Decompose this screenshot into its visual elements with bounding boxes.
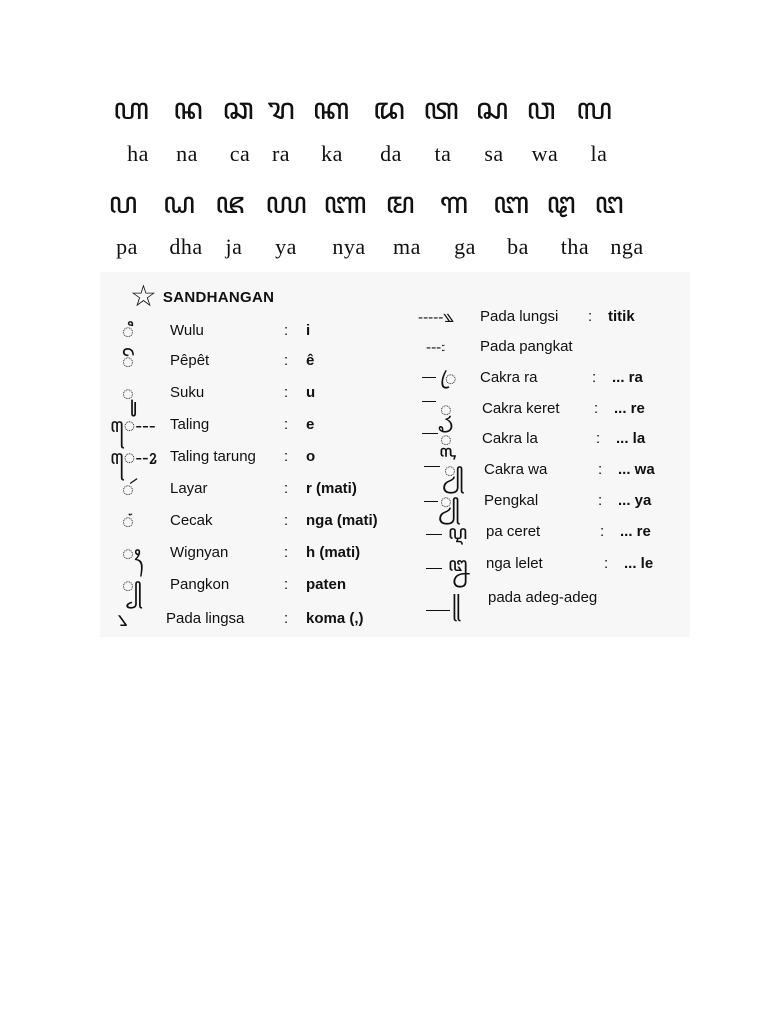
sandhangan-name: Pangkon	[170, 576, 230, 593]
sandhangan-symbol: ꦾ	[440, 489, 460, 513]
sandhangan-value: h (mati)	[306, 544, 361, 561]
sandhangan-symbol: ꦶ	[122, 319, 134, 343]
colon-separator: :	[284, 576, 289, 593]
sandhangan-name: Pada lingsa	[166, 610, 245, 627]
aksara-glyph: ꦠ	[423, 92, 459, 127]
aksara-glyph: ꦥ	[108, 186, 138, 221]
sandhangan-value: o	[306, 448, 316, 465]
sandhangan-symbol: ꦿ	[440, 366, 457, 390]
sandhangan-item	[0, 302, 700, 332]
sandhangan-item	[0, 424, 700, 454]
sandhangan-symbol: ꧋	[452, 586, 461, 610]
colon-separator: :	[284, 512, 289, 529]
aksara-label: sa	[484, 141, 504, 166]
sandhangan-value: i	[306, 322, 311, 339]
colon-separator: :	[284, 384, 289, 401]
colon-separator: :	[598, 492, 603, 509]
aksara-glyph: ꦪ	[265, 186, 307, 221]
aksara-glyph: ꦚ	[323, 186, 367, 221]
sandhangan-value: ... re	[620, 523, 651, 540]
sandhangan-name: nga lelet	[486, 555, 543, 572]
aksara-row-2-glyphs	[0, 180, 768, 220]
aksara-glyph: ꦫ	[267, 92, 295, 127]
sandhangan-name: Cecak	[170, 512, 213, 529]
sandhangan-item	[0, 517, 700, 547]
aksara-glyph: ꦕ	[222, 92, 254, 127]
sandhangan-name: Cakra ra	[480, 369, 538, 386]
aksara-glyph: ꦢ	[373, 92, 405, 127]
sandhangan-value: u	[306, 384, 316, 401]
dash-guide	[424, 466, 440, 467]
sandhangan-symbol: ꧈	[118, 607, 128, 631]
colon-separator: :	[598, 461, 603, 478]
sandhangan-name: pa ceret	[486, 523, 541, 540]
sandhangan-name: pada adeg-adeg	[488, 589, 598, 606]
sandhangan-name: Pada pangkat	[480, 338, 573, 355]
aksara-label: ra	[271, 141, 291, 166]
sandhangan-symbol: ꦺ--ꦴ	[110, 445, 157, 469]
sandhangan-value: r (mati)	[306, 480, 357, 497]
sandhangan-name: Wignyan	[170, 544, 229, 561]
dash-guide	[422, 377, 436, 378]
sandhangan-symbol: ---꧇	[426, 338, 446, 356]
sandhangan-value: e	[306, 416, 315, 433]
sandhangan-symbol: ꦼ	[122, 349, 134, 373]
sandhangan-value: nga (mati)	[306, 512, 378, 529]
sandhangan-name: Pêpêt	[170, 352, 210, 369]
aksara-label: ma	[393, 234, 421, 259]
sandhangan-value: ... re	[614, 400, 645, 417]
sandhangan-value: ... ra	[612, 369, 643, 386]
colon-separator: :	[596, 430, 601, 447]
aksara-label: la	[590, 141, 608, 166]
dash-guide	[426, 568, 442, 569]
aksara-label: pa	[116, 234, 138, 259]
sandhangan-name: Taling	[170, 416, 210, 433]
sandhangan-item	[0, 486, 700, 516]
aksara-label: ca	[229, 141, 251, 166]
sandhangan-symbol: ꦽ	[440, 397, 452, 421]
sandhangan-value: paten	[306, 576, 347, 593]
sandhangan-item	[0, 455, 700, 485]
colon-separator: :	[284, 322, 289, 339]
colon-separator: :	[592, 369, 597, 386]
aksara-label: dha	[169, 234, 203, 259]
sandhangan-name: Taling tarung	[170, 448, 256, 465]
sandhangan-value: ... le	[624, 555, 654, 572]
aksara-label: ya	[275, 234, 297, 259]
aksara-row-1-glyphs	[0, 86, 768, 126]
colon-separator: :	[284, 448, 289, 465]
sandhangan-item	[0, 394, 700, 424]
aksara-glyph: ꦮ	[526, 92, 556, 127]
sandhangan-symbol: ꦺ---	[110, 413, 156, 437]
sandhangan-name: Pada lungsi	[480, 308, 559, 325]
aksara-label: da	[380, 141, 402, 166]
sandhangan-name: Cakra keret	[482, 400, 560, 417]
sandhangan-name: Pengkal	[484, 492, 539, 509]
colon-separator: :	[600, 523, 605, 540]
aksara-label: ja	[225, 234, 243, 259]
sandhangan-symbol: -----꧉	[418, 308, 454, 326]
colon-separator: :	[284, 352, 289, 369]
dash-guide	[422, 433, 438, 434]
colon-separator: :	[284, 544, 289, 561]
aksara-label: tha	[560, 234, 590, 259]
aksara-glyph: ꦏ	[312, 92, 350, 127]
sandhangan-title: SANDHANGAN	[162, 288, 275, 306]
aksara-label: ba	[507, 234, 529, 259]
sandhangan-name: Cakra wa	[484, 461, 548, 478]
sandhangan-name: Cakra la	[482, 430, 538, 447]
aksara-row-1-labels	[0, 141, 768, 181]
star-outline-icon: ☆	[130, 279, 157, 314]
sandhangan-value: ... wa	[618, 461, 655, 478]
colon-separator: :	[594, 400, 599, 417]
sandhangan-item	[0, 363, 700, 393]
sandhangan-value: ... ya	[618, 492, 652, 509]
sandhangan-symbol: ꦸ	[122, 381, 134, 405]
aksara-glyph: ꦒ	[439, 186, 469, 221]
sandhangan-symbol: ꦁ	[122, 509, 134, 533]
aksara-row-2-labels	[0, 234, 768, 274]
dash-guide	[422, 401, 436, 402]
sandhangan-symbol: ꧀	[122, 573, 142, 597]
aksara-glyph: ꦭ	[576, 92, 612, 127]
aksara-glyph: ꦗ	[215, 186, 245, 221]
sandhangan-name: Wulu	[170, 322, 204, 339]
aksara-glyph: ꦔ	[594, 186, 624, 221]
aksara-label: wa	[531, 141, 559, 166]
sandhangan-value: koma (,)	[306, 610, 364, 627]
sandhangan-value: ... la	[616, 430, 646, 447]
aksara-glyph: ꦩ	[385, 186, 415, 221]
colon-separator: :	[284, 610, 289, 627]
sandhangan-symbol: ꦊ	[448, 552, 468, 576]
colon-separator: :	[604, 555, 609, 572]
aksara-label: ha	[127, 141, 149, 166]
sandhangan-value: titik	[608, 308, 635, 325]
colon-separator: :	[284, 416, 289, 433]
aksara-glyph: ꦝ	[162, 186, 196, 221]
sandhangan-symbol: ꦾ	[444, 458, 464, 482]
aksara-glyph: ꦧ	[492, 186, 530, 221]
sandhangan-value: ê	[306, 352, 315, 369]
aksara-glyph: ꦲ	[113, 92, 149, 127]
sandhangan-name: Layar	[170, 480, 208, 497]
aksara-glyph: ꦤ	[173, 92, 203, 127]
sandhangan-item	[0, 332, 700, 362]
aksara-label: nga	[610, 234, 644, 259]
aksara-label: na	[176, 141, 198, 166]
sandhangan-name: Suku	[170, 384, 205, 401]
aksara-label: ka	[321, 141, 343, 166]
colon-separator: :	[284, 480, 289, 497]
dash-guide	[424, 501, 438, 502]
sandhangan-symbol: ꦉ	[448, 520, 468, 544]
aksara-glyph: ꦱ	[475, 92, 509, 127]
aksara-glyph: ꦛ	[546, 186, 576, 221]
colon-separator: :	[588, 308, 593, 325]
aksara-label: ga	[454, 234, 476, 259]
sandhangan-item	[0, 549, 700, 579]
aksara-label: ta	[434, 141, 452, 166]
aksara-label: nya	[332, 234, 366, 259]
sandhangan-item	[0, 583, 700, 613]
dash-guide	[426, 534, 442, 535]
sandhangan-symbol: ꦂ	[122, 477, 134, 501]
sandhangan-symbol: ꧀ꦭ	[440, 427, 452, 451]
dash-guide	[426, 610, 450, 611]
sandhangan-symbol: ꦃ	[122, 541, 141, 565]
